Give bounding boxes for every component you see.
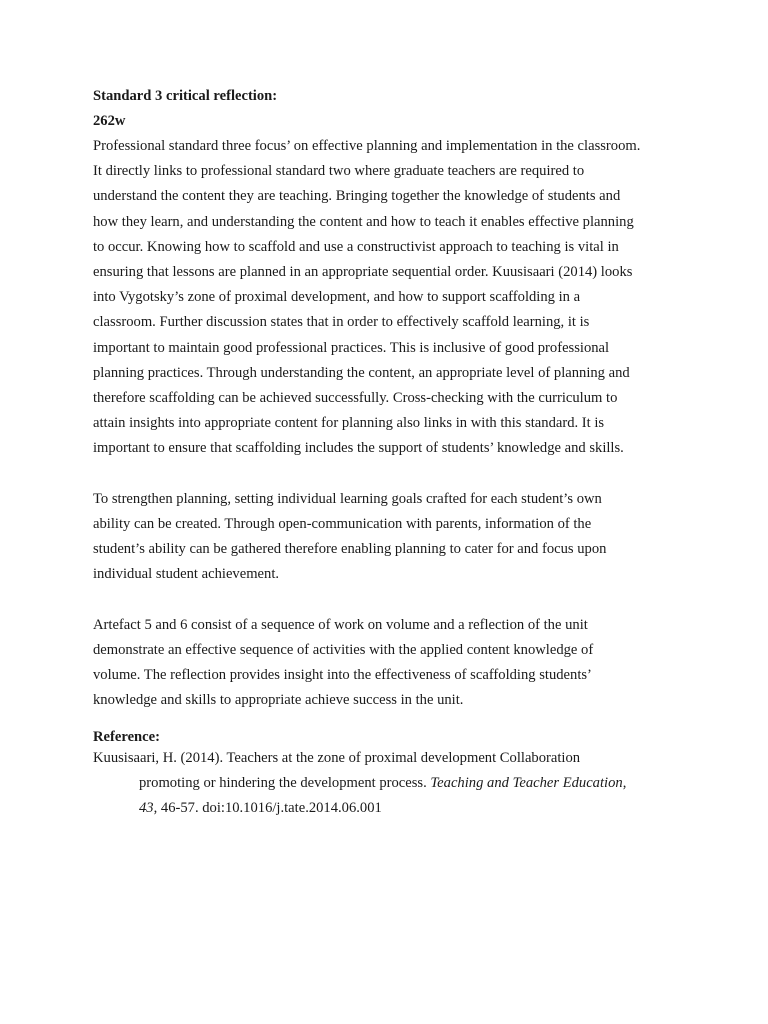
document-title: Standard 3 critical reflection: (93, 88, 278, 104)
paragraph-line: knowledge and skills to appropriate achieve success in the unit. (93, 692, 464, 709)
reference-heading: Reference: (93, 728, 160, 745)
reference-line-3 (93, 796, 683, 821)
paragraph-line: It directly links to professional standard two where graduate teachers are required to (93, 163, 585, 180)
paragraph-line: how they learn, and understanding the content and how to teach it enables effective planning (93, 213, 634, 230)
paragraph-spacer (93, 588, 683, 613)
paragraph-line: Professional standard three focus’ on effective planning and implementation in the classroom. (93, 138, 641, 154)
paragraph-line: individual student achievement. (93, 566, 280, 583)
paragraph-line: ability can be created. Through open-communication with parents, information of the (93, 516, 592, 533)
paragraph-2 (93, 487, 683, 588)
paragraph-line: to occur. Knowing how to scaffold and use a constructivist approach to teaching is vital in (93, 238, 619, 255)
paragraph-spacer (93, 462, 683, 487)
reference-pages-doi: , 46-57. doi:10.1016/j.tate.2014.06.001 (153, 799, 382, 816)
paragraph-line: therefore scaffolding can be achieved successfully. Cross-checking with the curriculum to (93, 390, 618, 407)
paragraph-line: important to maintain good professional practices. This is inclusive of good professional (93, 339, 610, 356)
reference-separator: , (622, 774, 627, 791)
paragraph-line: attain insights into appropriate content for planning also links in with this standard. It is (93, 415, 605, 432)
paragraph-line: into Vygotsky’s zone of proximal development, and how to support scaffolding in a (93, 289, 581, 306)
paragraph-line: To strengthen planning, setting individual learning goals crafted for each student’s own (93, 490, 602, 507)
reference-text: promoting or hindering the development process. (139, 774, 431, 791)
paragraph-line: ensuring that lessons are planned in an appropriate sequential order. Kuusisaari (2014) looks (93, 264, 633, 281)
paragraph-line: understand the content they are teaching. Bringing together the knowledge of students and (93, 188, 621, 205)
paragraph-line: planning practices. Through understanding the content, an appropriate level of planning and (93, 364, 630, 381)
reference-line-2 (93, 771, 683, 796)
paragraph-line: student’s ability can be gathered therefore enabling planning to cater for and focus upon (93, 541, 607, 558)
paragraph-line: volume. The reflection provides insight into the effectiveness of scaffolding students’ (93, 667, 592, 684)
journal-volume: 43 (139, 799, 154, 816)
paragraph-line: Artefact 5 and 6 consist of a sequence of work on volume and a reflection of the unit (93, 616, 588, 633)
reference-line-1: Kuusisaari, H. (2014). Teachers at the zone of proximal development Collaboration (93, 749, 581, 766)
paragraph-line: demonstrate an effective sequence of activities with the applied content knowledge of (93, 642, 594, 659)
paragraph-line: classroom. Further discussion states that in order to effectively scaffold learning, it is (93, 314, 590, 331)
journal-title: Teaching and Teacher Education (430, 774, 623, 791)
word-count: 262w (93, 113, 126, 129)
paragraph-line: important to ensure that scaffolding includes the support of students’ knowledge and skills. (93, 440, 624, 457)
reference-entry (93, 746, 683, 821)
document-body (93, 85, 683, 821)
paragraph-1 (93, 134, 683, 462)
paragraph-3 (93, 613, 683, 714)
